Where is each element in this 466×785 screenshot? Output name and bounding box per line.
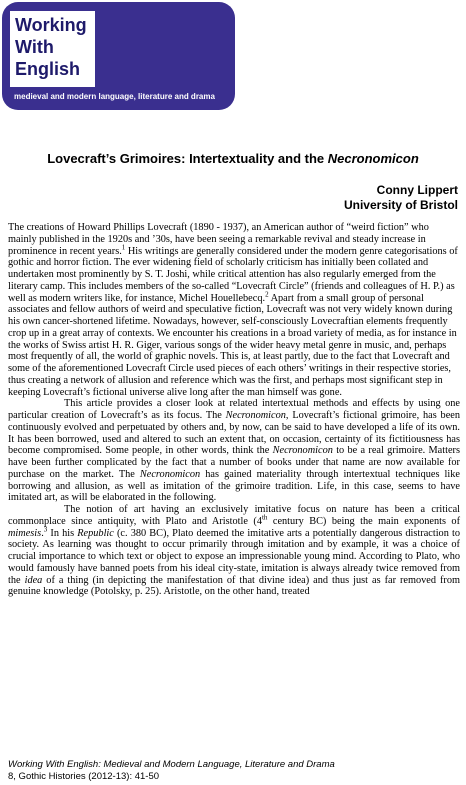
paragraph-2-text-c: to be a real grimoire. Matters have been further complicated by the fact that a number of books under that name are now available for purchase on the market. The — [8, 445, 460, 480]
paragraph-2-text-a: This article provides a closer look at related intertextual methods and effects by using one particular creation of Lovecraft’s as its focus. The — [8, 398, 460, 421]
ordinal-superscript: th — [261, 513, 268, 522]
footnote-ref-1[interactable]: 1 — [121, 243, 126, 252]
footer-issue-info: 8, Gothic Histories (2012-13): 41-50 — [8, 771, 160, 782]
article-title-text: Lovecraft’s Grimoires: Intertextuality and the — [47, 151, 328, 166]
journal-logo-banner — [2, 2, 235, 110]
author-block — [344, 183, 458, 213]
article-title — [0, 151, 466, 166]
paragraph-1 — [8, 222, 460, 398]
paragraph-3-text-a: The notion of art having an exclusively imitative focus on nature has been a critical commonplace since antiquity, with Plato and Aristotle (4 — [8, 504, 460, 527]
paragraph-2-text-b: , Lovecraft’s fictional grimoire, has been continuously evolved and perpetuated by others and, by now, can be said to have developed a life of its own. It has been borrowed, used and altered to such an extent that, on occasion, certainty of its fictitiousness has become compromised. Some people, in other words, think the — [8, 410, 460, 457]
paragraph-3-text-e: (c. 380 BC), Plato deemed the imitative arts a potentially dangerous distraction to society. As learning was thought to occur primarily through imitation and by example, it was a choice of crucial importance to which text or object to expose an impressionable young mind. According to Plato, who would famously have banned poets from his ideal city-state, imitation is always already twice removed from the — [8, 527, 460, 586]
logo-word-working: Working — [15, 15, 87, 35]
necronomicon-italic-2: Necronomicon — [272, 445, 333, 457]
journal-tagline: medieval and modern language, literature and drama — [14, 92, 215, 101]
author-affiliation: University of Bristol — [343, 198, 458, 212]
logo-word-english: English — [15, 59, 81, 79]
paragraph-1-text-a: The creations of Howard Phillips Lovecraft (1890 - 1937), an American author of “weird fiction” who mainly published in the 1920s and ’30s, have been seeing a remarkable revival and steady increase in prominence in recent years. — [8, 222, 429, 257]
idea-italic: idea — [24, 574, 43, 586]
mimesis-italic: mimesis — [8, 527, 42, 539]
paragraph-3-text-d: In his — [47, 527, 78, 539]
author-name: Conny Lippert — [376, 183, 458, 197]
paragraph-3-text-f: of a thing (in depicting the manifestation of that divine idea) and thus just as far removed from genuine knowledge (Potolsky, p. 25). Aristotle, on the other hand, treated — [8, 574, 461, 598]
necronomicon-italic-1: Necronomicon — [225, 410, 286, 421]
paragraph-3-text-c: . — [41, 527, 44, 539]
paragraph-2 — [8, 398, 460, 504]
logo-word-with: With — [15, 37, 54, 57]
republic-italic: Republic — [77, 527, 114, 539]
paragraph-3-text-b: century BC) being the main exponents of — [267, 515, 460, 527]
paragraph-1-text-b: His writings are generally considered under the modern genre categorisations of gothic and horror fiction. The ever widening field of scholarly criticism has initially been collated and undertaken most prominently by S. T. Joshi, while critical attention has also regularly emerged from the literary camp. This includes members of the so-called “Lovecraft Circle” (friends and colleagues of H. P.) as well as modern writers like, for instance, Michel Houellebecq. — [8, 245, 458, 304]
article-title-italic: Necronomicon — [327, 151, 419, 166]
page-footer — [8, 759, 460, 783]
footer-journal-title: Working With English: Medieval and Modern Language, Literature and Drama — [8, 759, 335, 770]
footnote-ref-3[interactable]: 3 — [43, 525, 48, 534]
journal-logo-wordmark — [10, 11, 95, 87]
article-body — [8, 222, 460, 598]
necronomicon-italic-3: Necronomicon — [139, 468, 201, 480]
paragraph-1-text-c: Apart from a small group of personal associates and fellow authors of weird and speculative fiction, Lovecraft was not very widely known during his own cancer-shortened lifetime. Nowadays, however, self-consciously Lovecraftian elements frequently crop up in a great array of contexts. We encounter his creations in a broad variety of media, as for instance in the works of Swiss artist H. R. Giger, various songs of the wider heavy metal genre in music, and, perhaps most frequently of all, the world of graphic novels. This is, at least partly, due to the fact that Lovecraft and some of the aforementioned Lovecraft Circle used pieces of each others’ writings in their respective stories, thus creating a network of allusion and reference which was the first, and perhaps most significant step in keeping Lovecraft’s fictional universe alive long after the man himself was gone. — [8, 292, 457, 398]
paragraph-2-text-d: has gained materiality through intertextual techniques like borrowing and allusion, as well as imitation of the grimoire tradition. Life, in this case, seems to have imitated art, as will be elaborated in the following. — [8, 468, 460, 504]
footnote-ref-2[interactable]: 2 — [265, 290, 269, 299]
paragraph-3 — [8, 504, 460, 598]
